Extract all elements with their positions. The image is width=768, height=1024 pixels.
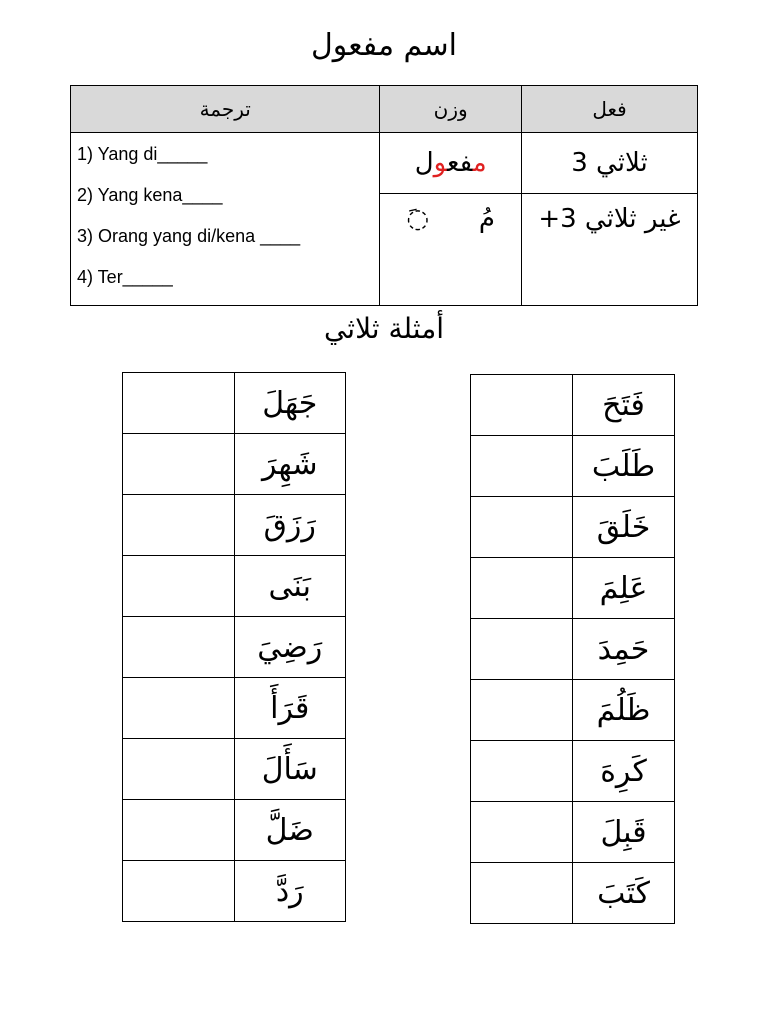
verb-cell: فَتَحَ <box>573 375 675 436</box>
table-row <box>123 861 346 922</box>
fiil-ghair-thulathi: غير ثلاثي 3+ <box>521 194 697 306</box>
verb-cell: رَدَّ <box>234 861 346 922</box>
row-thulathi <box>71 133 698 194</box>
answer-cell <box>471 497 573 558</box>
table-row <box>123 556 346 617</box>
answer-cell <box>123 800 235 861</box>
verb-cell: قَرَأَ <box>234 678 346 739</box>
answer-cell <box>471 680 573 741</box>
table-row <box>123 434 346 495</box>
table-row <box>123 495 346 556</box>
table-row <box>123 800 346 861</box>
header-wazan: وزن <box>380 86 522 133</box>
answer-cell <box>123 556 235 617</box>
tarjamah-list <box>71 133 380 306</box>
table-row <box>471 863 675 924</box>
answer-cell <box>471 558 573 619</box>
fatha-mark: ◌َ <box>406 204 430 235</box>
wazan-mafool <box>380 133 522 194</box>
verb-cell: سَأَلَ <box>234 739 346 800</box>
examples-table-left <box>122 372 346 922</box>
wazan-lam: ل <box>414 148 434 179</box>
mim-mark: مُ <box>478 204 495 235</box>
answer-cell <box>123 678 235 739</box>
table-row <box>471 436 675 497</box>
answer-cell <box>123 861 235 922</box>
verb-cell: طَلَبَ <box>573 436 675 497</box>
table-row <box>471 802 675 863</box>
header-fiil: فعل <box>521 86 697 133</box>
table-row <box>471 680 675 741</box>
page-title: اسم مفعول <box>311 28 457 63</box>
answer-cell <box>471 375 573 436</box>
tarjamah-item-1: 1) Yang di_____ <box>77 144 208 164</box>
header-tarjamah: ترجمة <box>71 86 380 133</box>
verb-cell: قَبِلَ <box>573 802 675 863</box>
table-row <box>123 678 346 739</box>
table-row <box>123 739 346 800</box>
answer-cell <box>471 619 573 680</box>
answer-cell <box>123 739 235 800</box>
table-row <box>471 375 675 436</box>
verb-cell: رَزَقَ <box>234 495 346 556</box>
wazan-mim: م <box>472 148 487 179</box>
verb-cell: حَمِدَ <box>573 619 675 680</box>
examples-title: أمثلة ثلاثي <box>323 312 445 345</box>
answer-cell <box>123 617 235 678</box>
answer-cell <box>471 436 573 497</box>
table-row <box>471 497 675 558</box>
verb-cell: بَنَى <box>234 556 346 617</box>
answer-cell <box>123 495 235 556</box>
answer-cell <box>123 373 235 434</box>
rule-table <box>70 85 698 306</box>
wazan-fa-ain: فع <box>447 148 473 179</box>
table-row <box>471 741 675 802</box>
wazan-waw: و <box>433 148 448 179</box>
answer-cell <box>471 863 573 924</box>
verb-cell: رَضِيَ <box>234 617 346 678</box>
verb-cell: جَهَلَ <box>234 373 346 434</box>
rule-table-header <box>71 86 698 133</box>
verb-cell: عَلِمَ <box>573 558 675 619</box>
tarjamah-item-3: 3) Orang yang di/kena ____ <box>77 226 301 246</box>
tarjamah-item-2: 2) Yang kena____ <box>77 185 223 205</box>
verb-cell: شَهِرَ <box>234 434 346 495</box>
table-row <box>471 619 675 680</box>
fiil-thulathi: ثلاثي 3 <box>521 133 697 194</box>
verb-cell: كَرِهَ <box>573 741 675 802</box>
wazan-ghair <box>380 194 522 306</box>
answer-cell <box>123 434 235 495</box>
verb-cell: ظَلُمَ <box>573 680 675 741</box>
tarjamah-item-4: 4) Ter_____ <box>77 267 173 287</box>
verb-cell: كَتَبَ <box>573 863 675 924</box>
table-row <box>123 617 346 678</box>
verb-cell: خَلَقَ <box>573 497 675 558</box>
verb-cell: ضَلَّ <box>234 800 346 861</box>
table-row <box>471 558 675 619</box>
answer-cell <box>471 802 573 863</box>
table-row <box>123 373 346 434</box>
answer-cell <box>471 741 573 802</box>
examples-table-right <box>470 374 675 924</box>
